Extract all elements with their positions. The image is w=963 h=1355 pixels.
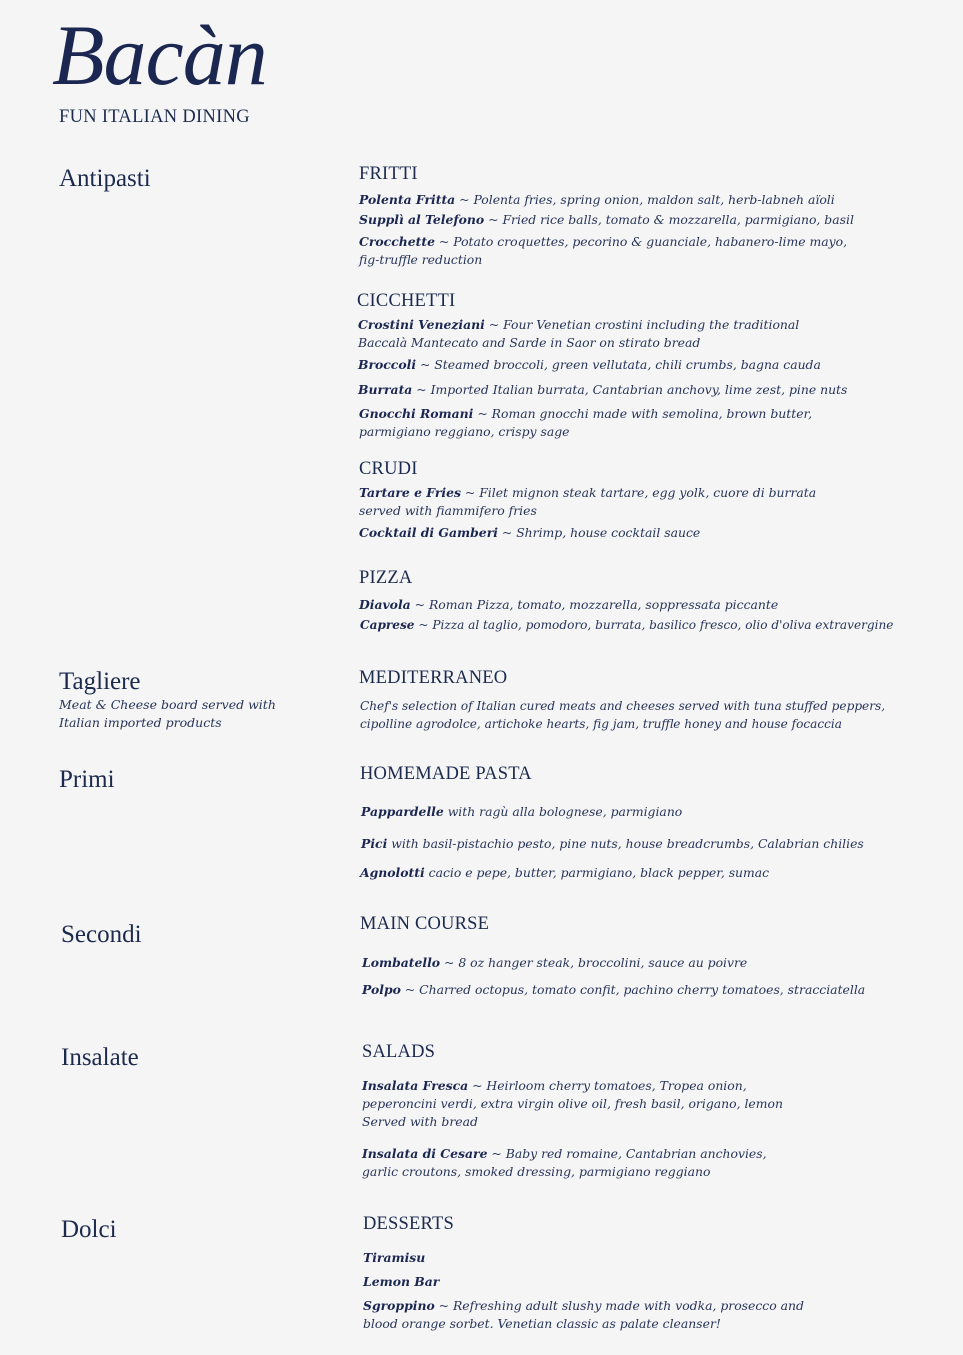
- category-antipasti: Antipasti: [59, 165, 151, 192]
- menu-item-name: Burrata: [358, 382, 413, 397]
- section-title-fritti: FRITTI: [359, 164, 418, 184]
- menu-item-description: ~ Filet mignon steak tartare, egg yolk, cuore di burrata served with fiammifero fries: [359, 485, 817, 518]
- section-title-salads: SALADS: [362, 1042, 436, 1062]
- menu-item-description: ~ Roman gnocchi made with semolina, brown butter, parmigiano reggiano, crispy sage: [359, 406, 813, 439]
- menu-item-description: cacio e pepe, butter, parmigiano, black pepper, sumac: [424, 865, 770, 880]
- menu-item: [359, 524, 700, 542]
- menu-item: [359, 484, 816, 520]
- menu-item-description: ~ Charred octopus, tomato confit, pachino cherry tomatoes, stracciatella: [400, 982, 866, 997]
- category-primi: Primi: [59, 766, 115, 793]
- menu-item: [360, 616, 893, 634]
- menu-item: [362, 981, 865, 999]
- menu-item-name: Pappardelle: [361, 804, 444, 819]
- menu-item: [358, 356, 821, 374]
- menu-item: [362, 1145, 767, 1181]
- menu-item-description: ~ Refreshing adult slushy made with vodka, prosecco and blood orange sorbet. Venetian classic as palate cleanser!: [363, 1298, 804, 1331]
- category-insalate: Insalate: [61, 1044, 139, 1071]
- category-secondi: Secondi: [61, 921, 142, 948]
- category-tagliere-description: Meat & Cheese board served with Italian imported products: [59, 697, 276, 730]
- menu-item-description: ~ 8 oz hanger steak, broccolini, sauce au poivre: [440, 955, 748, 970]
- menu-item: [359, 211, 854, 229]
- menu-item-name: Lombatello: [362, 955, 441, 970]
- section-title-main-course: MAIN COURSE: [360, 914, 490, 934]
- menu-item-name: Pici: [361, 836, 388, 851]
- menu-item: [360, 864, 769, 882]
- menu-item-description: ~ Polenta fries, spring onion, maldon salt, herb-labneh aïoli: [455, 192, 835, 207]
- menu-item: [359, 596, 778, 614]
- category-dolci: Dolci: [61, 1216, 117, 1243]
- menu-item-name: Cocktail di Gamberi: [359, 525, 498, 540]
- menu-item-name: Caprese: [360, 618, 415, 632]
- menu-item-description: with basil-pistachio pesto, pine nuts, house breadcrumbs, Calabrian chilies: [387, 836, 864, 851]
- menu-item-name: Polenta Fritta: [359, 192, 456, 207]
- menu-item: [362, 954, 747, 972]
- menu-item-name: Agnolotti: [360, 865, 425, 880]
- menu-item: [358, 381, 847, 399]
- menu-item-description: Chef's selection of Italian cured meats and cheeses served with tuna stuffed peppers, cipolline agrodolce, artichoke hearts, fig jam, truffle honey and house focaccia: [360, 699, 886, 731]
- menu-item-name: Insalata di Cesare: [362, 1146, 488, 1161]
- menu-item-description: with ragù alla bolognese, parmigiano: [443, 804, 683, 819]
- menu-item-name: Tartare e Fries: [359, 485, 461, 500]
- menu-item-description: ~ Roman Pizza, tomato, mozzarella, soppressata piccante: [410, 597, 779, 612]
- restaurant-logo: Bacàn: [52, 7, 267, 103]
- menu-item-name: Sgroppino: [363, 1298, 435, 1313]
- menu-item-description: ~ Four Venetian crostini including the traditional Baccalà Mantecato and Sarde in Saor on stirato bread: [358, 317, 800, 350]
- menu-item: [359, 405, 812, 441]
- menu-item-name: Polpo: [362, 982, 401, 997]
- menu-item-description: ~ Imported Italian burrata, Cantabrian anchovy, lime zest, pine nuts: [412, 382, 848, 397]
- menu-item-name: Supplì al Telefono: [359, 212, 485, 227]
- menu-item: [363, 1249, 425, 1267]
- section-title-pasta: HOMEMADE PASTA: [360, 764, 532, 784]
- menu-item: [362, 1077, 783, 1131]
- menu-item-name: Tiramisu: [363, 1250, 426, 1265]
- menu-item: [363, 1297, 804, 1333]
- category-tagliere: Tagliere: [59, 668, 141, 695]
- menu-item: [359, 233, 847, 269]
- restaurant-tagline: FUN ITALIAN DINING: [59, 107, 250, 127]
- menu-item: [361, 803, 682, 821]
- menu-item-description: ~ Steamed broccoli, green vellutata, chili crumbs, bagna cauda: [416, 357, 821, 372]
- section-title-crudi: CRUDI: [359, 459, 418, 479]
- menu-item-description: ~ Shrimp, house cocktail sauce: [497, 525, 701, 540]
- menu-item: [359, 191, 835, 209]
- section-title-pizza: PIZZA: [359, 568, 413, 588]
- section-title-mediterraneo: MEDITERRANEO: [359, 668, 508, 688]
- section-title-desserts: DESSERTS: [363, 1214, 454, 1234]
- menu-item-name: Crostini Veneziani: [358, 317, 485, 332]
- menu-item: [358, 316, 799, 352]
- menu-item-description: ~ Pizza al taglio, pomodoro, burrata, basilico fresco, olio d'oliva extravergine: [414, 618, 894, 632]
- menu-item-description: ~ Potato croquettes, pecorino & guanciale, habanero-lime mayo, fig-truffle reduction: [359, 234, 848, 267]
- menu-item-name: Gnocchi Romani: [359, 406, 474, 421]
- menu-item-name: Crocchette: [359, 234, 435, 249]
- menu-item: [363, 1273, 439, 1291]
- menu-item-name: Lemon Bar: [363, 1274, 440, 1289]
- menu-item: [361, 835, 864, 853]
- menu-item-description: ~ Baby red romaine, Cantabrian anchovies, garlic croutons, smoked dressing, parmigiano reggiano: [362, 1146, 767, 1179]
- menu-item-description: ~ Fried rice balls, tomato & mozzarella, parmigiano, basil: [484, 212, 854, 227]
- menu-item-description: ~ Heirloom cherry tomatoes, Tropea onion, peperoncini verdi, extra virgin olive oil, fresh basil, origano, lemon Served with bread: [362, 1078, 783, 1129]
- section-title-cicchetti: CICCHETTI: [357, 291, 456, 311]
- menu-item-name: Insalata Fresca: [362, 1078, 469, 1093]
- menu-item-name: Diavola: [359, 597, 411, 612]
- menu-item-name: Broccoli: [358, 357, 417, 372]
